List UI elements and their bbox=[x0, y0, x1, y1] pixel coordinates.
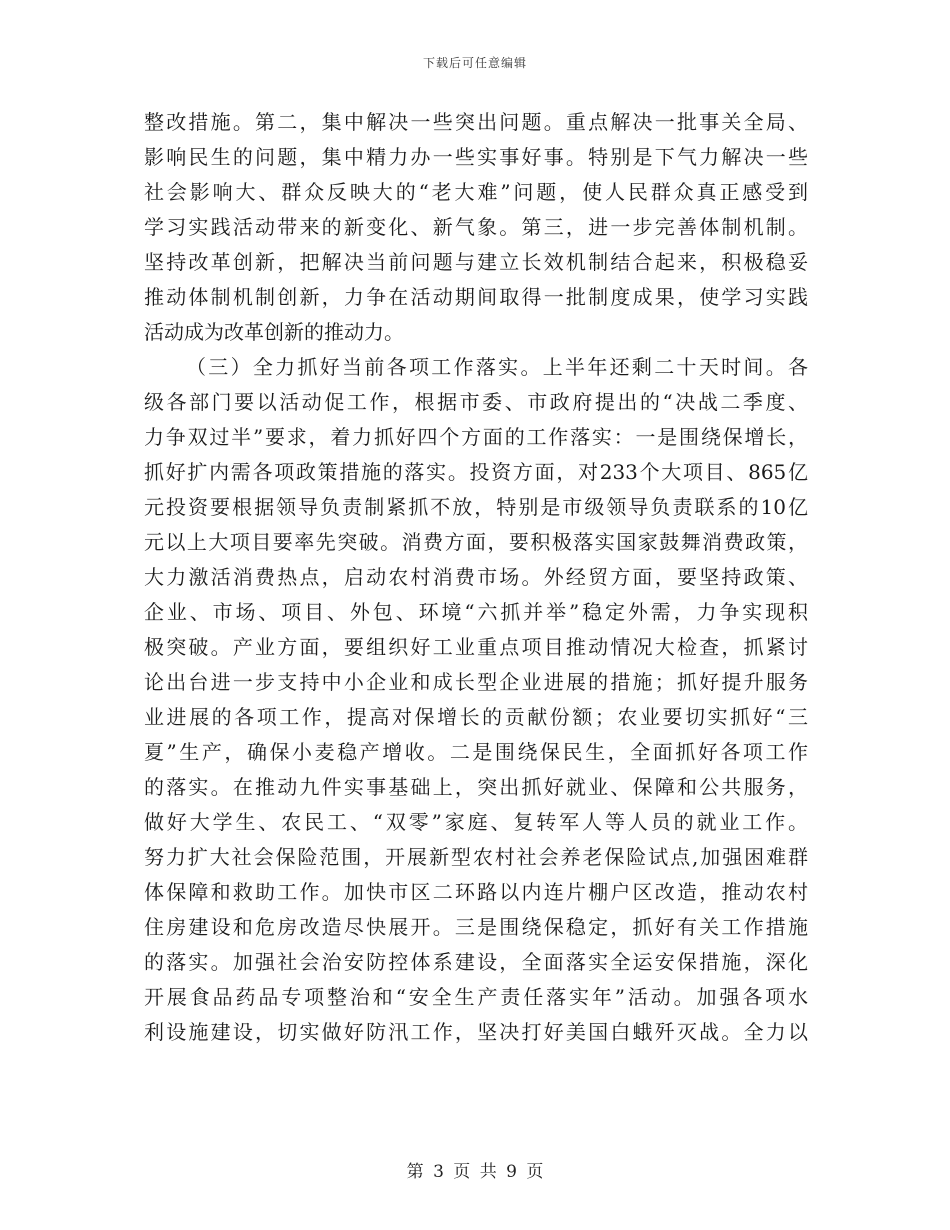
text-line: 元投资要根据领导负责制紧抓不放，特别是市级领导负责联系的10亿 bbox=[144, 495, 808, 519]
text-line: 努力扩大社会保险范围，开展新型农村社会养老保险试点,加强困难群 bbox=[144, 845, 808, 869]
header-note: 下载后可任意编辑 bbox=[422, 56, 527, 70]
text-line: 大力激活消费热点，启动农村消费市场。外经贸方面，要坚持政策、 bbox=[144, 565, 808, 589]
text-line: 的落实。加强社会治安防控体系建设，全面落实全运安保措施，深化 bbox=[144, 950, 808, 974]
text-line: 利设施建设，切实做好防汛工作，坚决打好美国白蛾歼灭战。全力以 bbox=[144, 1020, 808, 1044]
text-line: 住房建设和危房改造尽快展开。三是围绕保稳定，抓好有关工作措施 bbox=[144, 915, 808, 939]
text-line: 学习实践活动带来的新变化、新气象。第三，进一步完善体制机制。 bbox=[144, 215, 808, 239]
text-line: 级各部门要以活动促工作，根据市委、市政府提出的“决战二季度、 bbox=[144, 390, 808, 414]
text-line: 推动体制机制创新，力争在活动期间取得一批制度成果，使学习实践 bbox=[144, 285, 808, 309]
text-line: 企业、市场、项目、外包、环境“六抓并举”稳定外需，力争实现积 bbox=[144, 600, 808, 624]
text-line: 的落实。在推动九件实事基础上，突出抓好就业、保障和公共服务， bbox=[144, 775, 808, 799]
text-line: 影响民生的问题，集中精力办一些实事好事。特别是下气力解决一些 bbox=[144, 145, 808, 169]
page-number: 第 3 页 共 9 页 bbox=[406, 1162, 544, 1182]
document-body bbox=[144, 105, 808, 1050]
text-line: 坚持改革创新，把解决当前问题与建立长效机制结合起来，积极稳妥 bbox=[144, 250, 808, 274]
paragraph-start-line: （三）全力抓好当前各项工作落实。上半年还剩二十天时间。各 bbox=[186, 355, 808, 379]
text-line: 夏”生产，确保小麦稳产增收。二是围绕保民生，全面抓好各项工作 bbox=[144, 740, 808, 764]
text-line: 论出台进一步支持中小企业和成长型企业进展的措施；抓好提升服务 bbox=[144, 670, 808, 694]
text-line: 社会影响大、群众反映大的“老大难”问题，使人民群众真正感受到 bbox=[144, 180, 808, 204]
text-line: 开展食品药品专项整治和“安全生产责任落实年”活动。加强各项水 bbox=[144, 985, 808, 1009]
text-line: 力争双过半”要求，着力抓好四个方面的工作落实：一是围绕保增长， bbox=[144, 425, 808, 449]
text-line: 业进展的各项工作，提高对保增长的贡献份额；农业要切实抓好“三 bbox=[144, 705, 808, 729]
text-line: 元以上大项目要率先突破。消费方面，要积极落实国家鼓舞消费政策， bbox=[144, 530, 808, 554]
text-line: 活动成为改革创新的推动力。 bbox=[144, 320, 404, 344]
text-line: 整改措施。第二，集中解决一些突出问题。重点解决一批事关全局、 bbox=[144, 110, 808, 134]
text-line: 体保障和救助工作。加快市区二环路以内连片棚户区改造，推动农村 bbox=[144, 880, 808, 904]
text-line: 抓好扩内需各项政策措施的落实。投资方面，对233个大项目、865亿 bbox=[144, 460, 808, 484]
text-line: 极突破。产业方面，要组织好工业重点项目推动情况大检查，抓紧讨 bbox=[144, 635, 808, 659]
text-line: 做好大学生、农民工、“双零”家庭、复转军人等人员的就业工作。 bbox=[144, 810, 808, 834]
